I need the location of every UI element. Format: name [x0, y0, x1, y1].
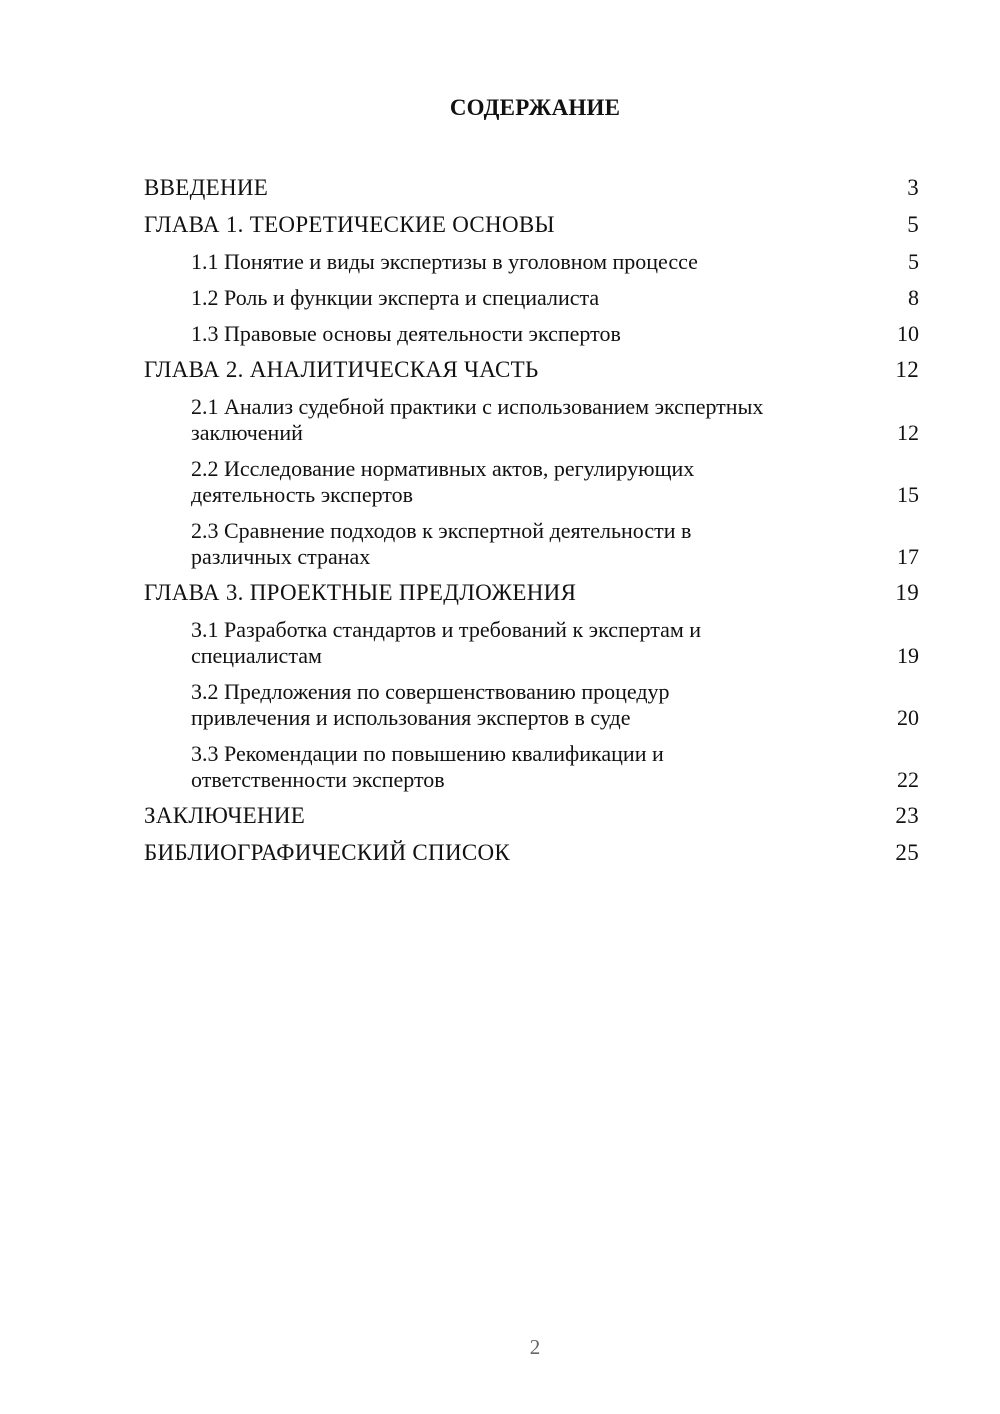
- toc-entry-page: 22: [897, 767, 919, 792]
- toc-entry-bibliography: [144, 835, 919, 872]
- toc-entry-page: 12: [897, 420, 919, 445]
- toc-entry-page: 20: [897, 705, 919, 730]
- toc-entry-text: 3.1 Разработка стандартов и требований к экспертам и специалистам: [191, 617, 702, 668]
- toc-title: СОДЕРЖАНИЕ: [449, 95, 621, 120]
- toc-entry-section-3-2: [144, 674, 919, 736]
- toc-entry-page: 15: [897, 482, 919, 507]
- toc-entry-section-1-3: [144, 316, 919, 352]
- toc-entry-page: 19: [897, 643, 919, 668]
- toc-entry-introduction: [144, 170, 919, 207]
- toc-entry-text: 3.3 Рекомендации по повышению квалификации и ответственности экспертов: [191, 741, 664, 792]
- toc-entry-text: ГЛАВА 2. АНАЛИТИЧЕСКАЯ ЧАСТЬ: [144, 357, 539, 382]
- toc-entry-section-3-3: [144, 736, 919, 798]
- toc-entry-chapter-3: [144, 575, 919, 612]
- page-number: 2: [529, 1335, 541, 1359]
- toc-entry-page: 19: [895, 580, 919, 605]
- toc-entry-section-2-2: [144, 451, 919, 513]
- toc-entry-page: 10: [897, 321, 919, 346]
- toc-entry-text: ГЛАВА 1. ТЕОРЕТИЧЕСКИЕ ОСНОВЫ: [144, 212, 555, 237]
- toc-entry-chapter-2: [144, 352, 919, 389]
- toc-entry-text: 1.1 Понятие и виды экспертизы в уголовном процессе: [191, 249, 698, 274]
- toc-entry-page: 5: [907, 212, 919, 237]
- toc-entry-page: 5: [908, 249, 919, 274]
- toc-entry-page: 12: [895, 357, 919, 382]
- toc-entry-section-1-2: [144, 280, 919, 316]
- toc-entry-text: 1.2 Роль и функции эксперта и специалиста: [191, 285, 600, 310]
- toc-entry-section-2-1: [144, 389, 919, 451]
- toc-entry-page: 23: [895, 803, 919, 828]
- toc-entry-text: 2.2 Исследование нормативных актов, регулирующих деятельность экспертов: [191, 456, 695, 507]
- toc-entry-page: 8: [908, 285, 919, 310]
- toc-entry-section-2-3: [144, 513, 919, 575]
- toc-entry-text: 2.1 Анализ судебной практики с использованием экспертных заключений: [191, 394, 764, 445]
- toc-entry-text: 2.3 Сравнение подходов к экспертной деятельности в различных странах: [191, 518, 692, 569]
- toc-entry-text: 3.2 Предложения по совершенствованию процедур привлечения и использования экспертов в суде: [191, 679, 670, 730]
- toc-entry-text: БИБЛИОГРАФИЧЕСКИЙ СПИСОК: [144, 840, 511, 865]
- toc-entry-page: 25: [895, 840, 919, 865]
- toc-entry-chapter-1: [144, 207, 919, 244]
- toc-entry-text: ЗАКЛЮЧЕНИЕ: [144, 803, 306, 828]
- toc-entry-section-1-1: [144, 244, 919, 280]
- toc-entry-conclusion: [144, 798, 919, 835]
- table-of-contents: [144, 170, 919, 872]
- toc-entry-text: ГЛАВА 3. ПРОЕКТНЫЕ ПРЕДЛОЖЕНИЯ: [144, 580, 577, 605]
- toc-entry-section-3-1: [144, 612, 919, 674]
- toc-entry-text: ВВЕДЕНИЕ: [144, 175, 269, 200]
- toc-entry-text: 1.3 Правовые основы деятельности экспертов: [191, 321, 621, 346]
- toc-entry-page: 17: [897, 544, 919, 569]
- toc-entry-page: 3: [907, 175, 919, 200]
